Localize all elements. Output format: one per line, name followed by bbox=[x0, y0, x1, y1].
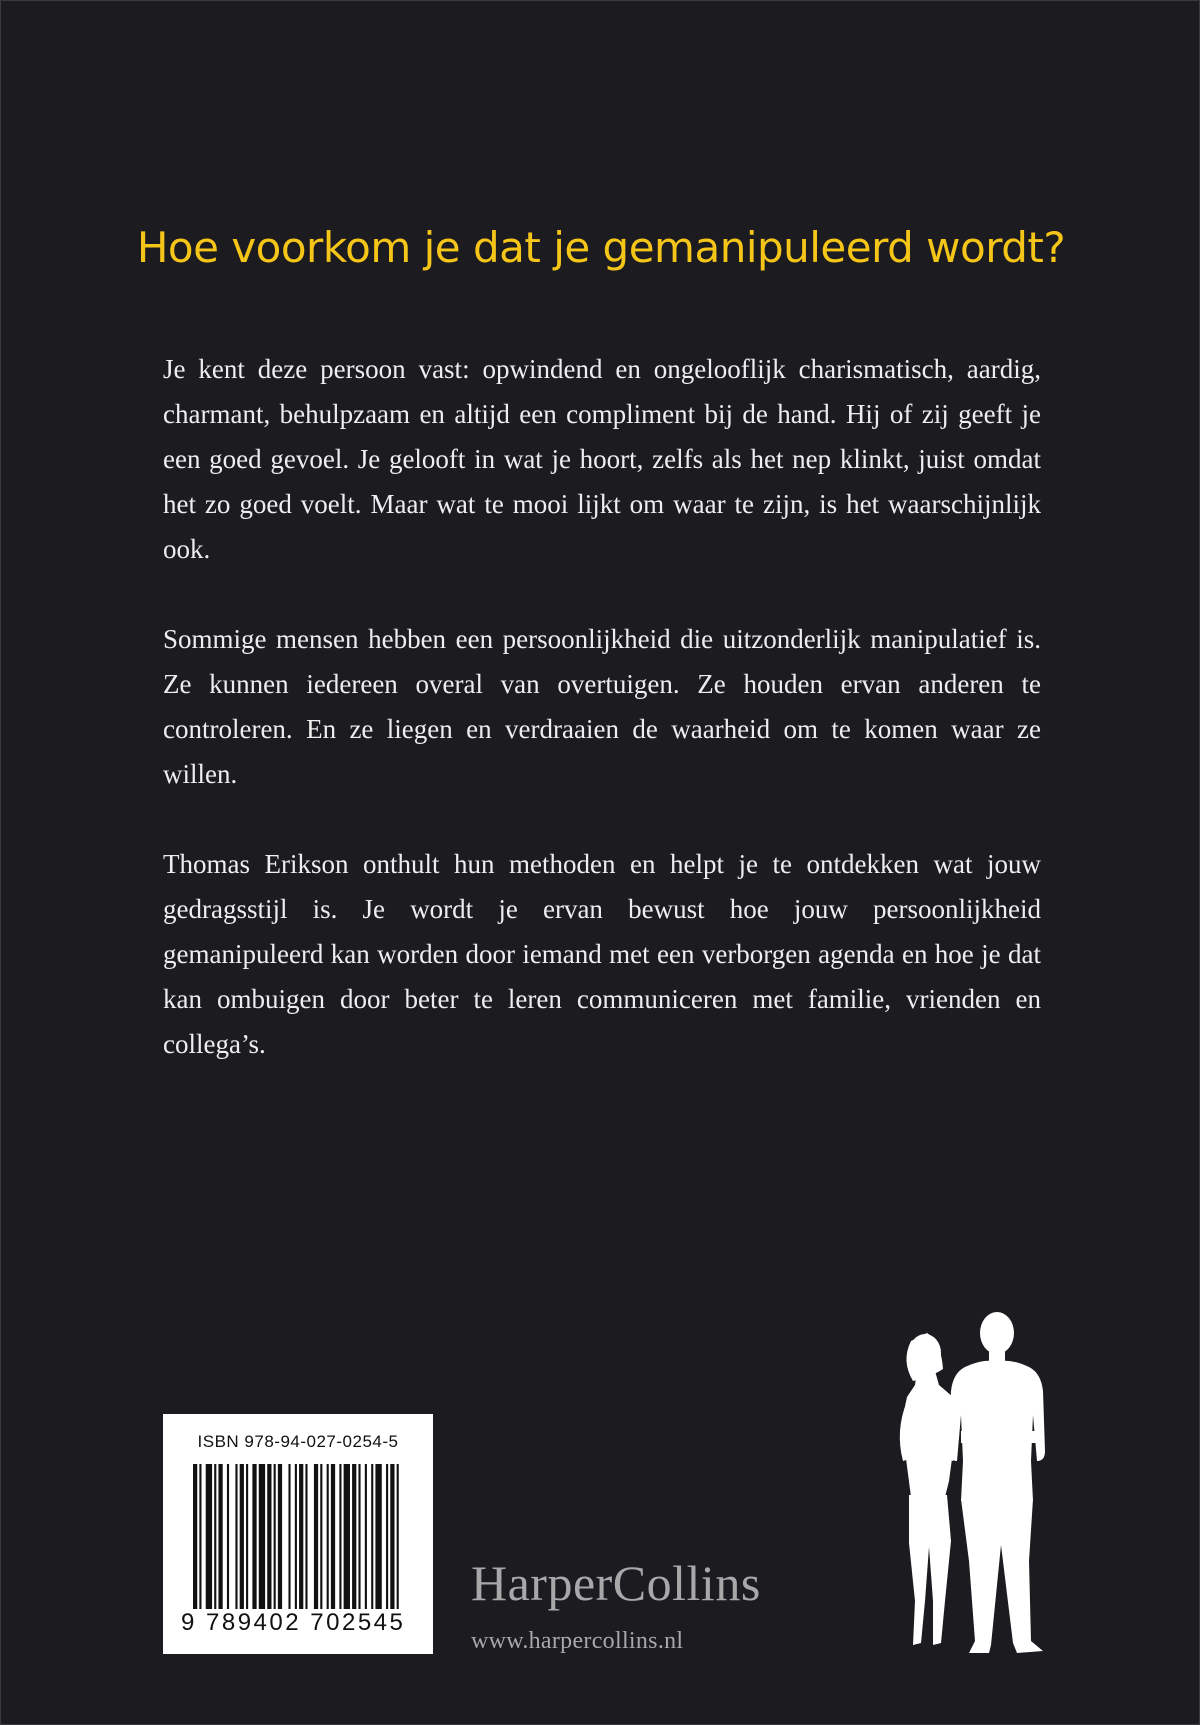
blurb-paragraph-1: Je kent deze persoon vast: opwindend en ongelooflijk charismatisch, aardig, charmant, behulpzaam en altijd een compliment bij de hand. Hij of zij geeft je een goed gevoel. Je gelooft in wat je hoort, zelfs als het nep klinkt, juist omdat het zo goed voelt. Maar wat te mooi lijkt om waar te zijn, is het waarschijnlijk ook. bbox=[163, 354, 1041, 564]
blurb bbox=[163, 347, 1041, 1112]
man-silhouette-icon bbox=[949, 1312, 1045, 1653]
barcode-bar bbox=[320, 1464, 322, 1609]
couple-silhouette-icon bbox=[861, 1311, 1061, 1661]
barcode-bar bbox=[274, 1464, 276, 1609]
barcode-bar bbox=[214, 1464, 216, 1609]
barcode-icon bbox=[193, 1464, 403, 1624]
barcode-bar bbox=[288, 1464, 290, 1609]
barcode-bar bbox=[246, 1464, 248, 1609]
barcode-bar bbox=[218, 1464, 222, 1609]
barcode-bar bbox=[235, 1464, 237, 1609]
barcode-bar bbox=[371, 1464, 373, 1609]
barcode-bar bbox=[267, 1464, 271, 1609]
barcode-bar bbox=[390, 1464, 394, 1624]
barcode-bar bbox=[358, 1464, 360, 1609]
barcode-bar bbox=[199, 1464, 201, 1624]
barcode-bar bbox=[344, 1464, 350, 1609]
barcode-bar bbox=[206, 1464, 212, 1609]
barcode-bar bbox=[397, 1464, 399, 1624]
barcode-box bbox=[163, 1414, 433, 1654]
barcode-bar bbox=[227, 1464, 229, 1609]
barcode-bar bbox=[375, 1464, 381, 1609]
publisher-website: www.harpercollins.nl bbox=[471, 1628, 684, 1654]
blurb-paragraph-3: Thomas Erikson onthult hun methoden en helpt je te ontdekken wat jouw gedragsstijl is. Je wordt je ervan bewust hoe jouw persoonlijkheid gemanipuleerd kan worden door iemand met een verborgen agenda en hoe je dat kan ombuigen door beter te leren communiceren met familie, vrienden en collega’s. bbox=[163, 849, 1041, 1059]
barcode-bar bbox=[331, 1464, 335, 1609]
publisher-logo: HarperCollins bbox=[471, 1555, 761, 1611]
barcode-bar bbox=[278, 1464, 282, 1609]
barcode-bar bbox=[327, 1464, 329, 1609]
barcode-bar bbox=[305, 1464, 307, 1609]
barcode-bar bbox=[352, 1464, 356, 1609]
barcode-bar bbox=[339, 1464, 341, 1609]
barcode-bar bbox=[386, 1464, 388, 1609]
barcode-bar bbox=[299, 1464, 303, 1624]
barcode-bar bbox=[193, 1464, 197, 1624]
barcode-bar bbox=[314, 1464, 318, 1609]
woman-silhouette-icon bbox=[900, 1333, 958, 1645]
headline: Hoe voorkom je dat je gemanipuleerd wordt? bbox=[136, 223, 1066, 272]
barcode-digits: 9 789402 702545 bbox=[181, 1609, 406, 1636]
barcode-bar bbox=[252, 1464, 256, 1609]
barcode-bar bbox=[240, 1464, 244, 1609]
barcode-bar bbox=[365, 1464, 367, 1609]
blurb-paragraph-2: Sommige mensen hebben een persoonlijkheid die uitzonderlijk manipulatief is. Ze kunnen iedereen overal van overtuigen. Ze houden ervan anderen te controleren. En ze liegen en verdraaien de waarheid om te komen waar ze willen. bbox=[163, 624, 1041, 789]
barcode-bar bbox=[259, 1464, 265, 1609]
barcode-bar bbox=[295, 1464, 297, 1609]
isbn-label: ISBN 978-94-027-0254-5 bbox=[197, 1432, 399, 1451]
